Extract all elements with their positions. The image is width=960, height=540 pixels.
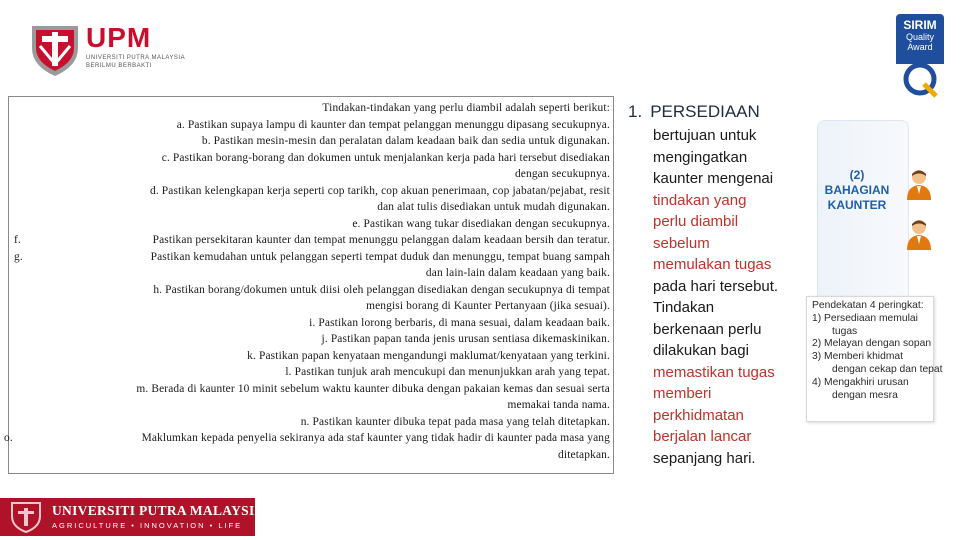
quality-label: Quality [905, 32, 934, 42]
description-line-highlight: sebelum [653, 234, 710, 252]
description-line: bertujuan untuk [653, 127, 757, 144]
footer-tagline: AGRICULTURE • INNOVATION • LIFE [52, 521, 243, 530]
upm-shield-icon [6, 500, 46, 534]
upm-wordmark: UPM [86, 22, 152, 53]
description-line: kaunter mengenai [653, 170, 774, 187]
description-line-highlight: berjalan lancar [653, 428, 752, 445]
approach-step-3-cont: dengan cekap dan tepat [832, 363, 943, 375]
list-item: n. Pastikan kaunter dibuka tepat pada masa yang telah ditetapkan. [300, 415, 610, 428]
description-line: dilakukan bagi [653, 342, 749, 359]
counter-label: (2) BAHAGIAN KAUNTER [824, 168, 890, 212]
sirim-q-icon [896, 62, 944, 98]
footer-university-name: UNIVERSITI PUTRA MALAYSIA [52, 503, 265, 518]
list-item-g: g. Pastikan kemudahan untuk pelanggan seperti tempat duduk dan menunggu, tempat buang sampah [14, 250, 610, 263]
list-item: k. Pastikan papan kenyataan mengandungi maklumat/kenyataan yang terkini. [247, 349, 610, 362]
upm-subtitle: UNIVERSITI PUTRA MALAYSIA BERILMU BERBAKTI [86, 55, 186, 69]
description-line: mengingatkan [653, 148, 748, 166]
list-item: mengisi borang di Kaunter Pertanyaan (jika sesuai). [366, 300, 610, 312]
list-item: c. Pastikan borang-borang dan dokumen untuk menjalankan kerja pada hari tersebut disediakan [161, 151, 610, 164]
award-label: Award [907, 42, 933, 52]
sirim-quality-award-badge [896, 14, 944, 96]
list-item: l. Pastikan tunjuk arah mencukupi dan menunjukkan arah yang tepat. [285, 366, 610, 378]
list-item-o: o. Maklumkan kepada penyelia sekiranya ada staf kaunter yang tidak hadir di kaunter pada masa yang [4, 432, 610, 444]
section-description [653, 125, 801, 469]
section-heading: PERSEDIAAN [650, 102, 760, 121]
list-item: dan alat tulis disediakan untuk mudah digunakan. [377, 201, 610, 213]
footer-banner [0, 498, 265, 536]
description-line: pada hari tersebut. [653, 277, 779, 295]
list-item-f: f. Pastikan persekitaran kaunter dan tempat menunggu pelanggan dalam keadaan bersih dan teratur. [14, 234, 610, 246]
description-line-highlight: tindakan yang [653, 191, 747, 209]
upm-logo [28, 20, 186, 80]
list-item: h. Pastikan borang/dokumen untuk diisi oleh pelanggan disediakan dengan secukupnya di tempat [153, 283, 610, 296]
description-line: berkenaan perlu [653, 320, 762, 338]
approach-step-1: 1) Persediaan memulai [812, 312, 918, 324]
approach-step-1-cont: tugas [832, 325, 858, 337]
actions-list [4, 100, 610, 463]
list-item: dengan secukupnya. [514, 168, 610, 180]
section-number: 1. [628, 102, 643, 121]
approach-step-2: 2) Melayan dengan sopan [812, 338, 932, 350]
staff-person-icon [906, 168, 932, 200]
list-item: b. Pastikan mesin-mesin dan peralatan dalam keadaan baik dan sedia untuk digunakan. [201, 135, 610, 147]
list-item: d. Pastikan kelengkapan kerja seperti cop tarikh, cop akuan penerimaan, cop jabatan/pejabat, resit [149, 184, 610, 197]
actions-intro: Tindakan-tindakan yang perlu diambil adalah seperti berikut: [322, 102, 610, 114]
approach-step-4: 4) Mengakhiri urusan [812, 376, 909, 388]
description-line: sepanjang hari. [653, 449, 756, 467]
list-item: i. Pastikan lorong berbaris, di mana sesuai, dalam keadaan baik. [309, 316, 610, 329]
approach-box [806, 296, 943, 422]
upm-crest-icon [28, 20, 82, 78]
description-line: Tindakan [653, 299, 715, 316]
counter-panel [817, 120, 909, 314]
list-item: ditetapkan. [558, 448, 610, 461]
description-line-highlight: memastikan tugas [653, 363, 775, 381]
description-line-highlight: memberi [653, 385, 712, 402]
list-item: dan lain-lain dalam keadaan yang baik. [425, 267, 610, 279]
sirim-label: SIRIM [903, 18, 937, 32]
description-line-highlight: perlu diambil [653, 213, 739, 230]
approach-step-4-cont: dengan mesra [832, 389, 898, 401]
list-item: j. Pastikan papan tanda jenis urusan sentiasa dikemaskinikan. [321, 333, 610, 345]
description-line-highlight: perkhidmatan [653, 406, 744, 424]
approach-title: Pendekatan 4 peringkat: [812, 300, 924, 311]
approach-step-3: 3) Memberi khidmat [812, 351, 903, 363]
section-title [628, 102, 760, 122]
list-item: e. Pastikan wang tukar disediakan dengan secukupnya. [352, 217, 610, 230]
description-line-highlight: memulakan tugas [653, 256, 772, 273]
staff-person-icon [906, 218, 932, 250]
list-item: m. Berada di kaunter 10 minit sebelum waktu kaunter dibuka dengan pakaian kemas dan sesuai serta [136, 382, 610, 395]
list-item: a. Pastikan supaya lampu di kaunter dan tempat pelanggan menunggu dipasang secukupnya. [176, 118, 610, 131]
list-item: memakai tanda nama. [507, 399, 610, 411]
